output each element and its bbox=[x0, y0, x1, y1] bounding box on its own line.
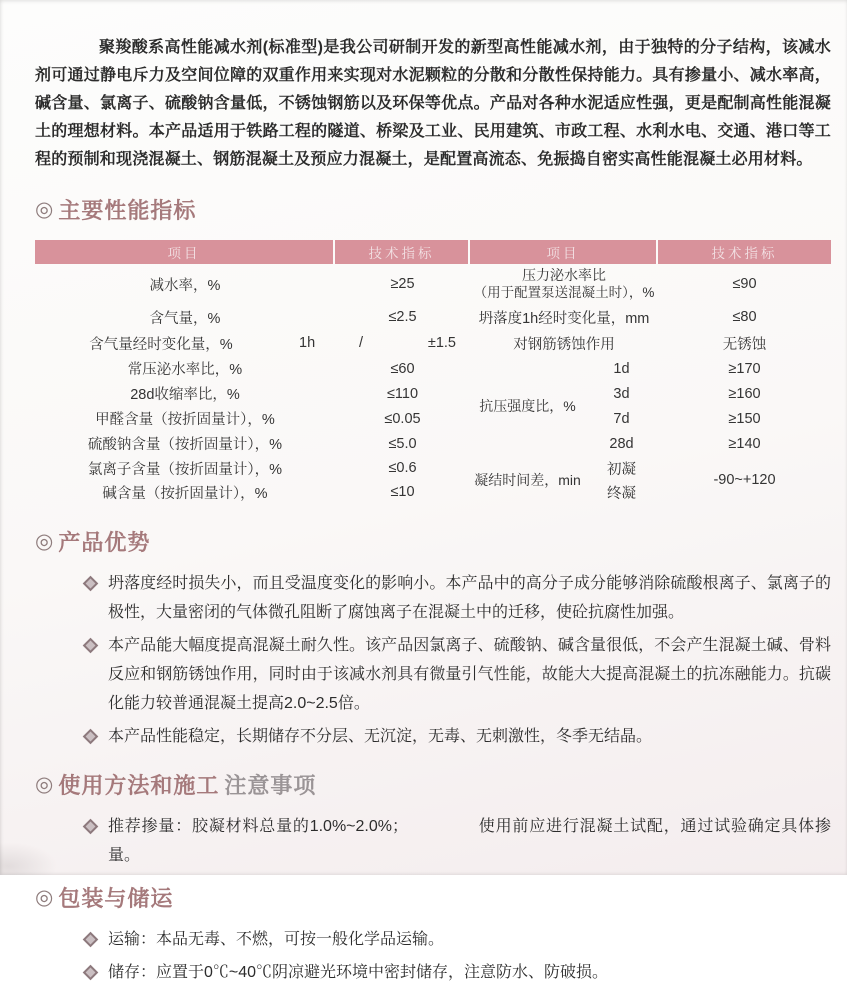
strength-age: 3d bbox=[613, 385, 630, 402]
strength-age: 7d bbox=[613, 410, 630, 427]
spec-value: ≤110 bbox=[386, 385, 419, 402]
transport-text: 运输：本品无毒、不燃，可按一般化学品运输。 bbox=[108, 931, 445, 948]
packaging-list bbox=[35, 925, 831, 987]
advantage-text: 坍落度经时损失小，而且受温度变化的影响小。本产品中的高分子成分能够消除硫酸根离子、氯离子的极性，大量密闭的气体微孔阻断了腐蚀离子在混凝土中的迁移，使砼抗腐性加强。 bbox=[108, 575, 831, 621]
spec-value: ≤0.6 bbox=[388, 460, 417, 476]
spec-item-label: 甲醛含量（按折固量计），% bbox=[95, 412, 275, 428]
setting-time-label: 凝结时间差，min bbox=[474, 472, 581, 488]
section-title-advantages bbox=[35, 526, 831, 557]
section-marker-icon: ◎ bbox=[35, 198, 54, 221]
strength-value: ≥140 bbox=[728, 435, 761, 452]
advantage-text: 本产品能大幅度提高混凝土耐久性。该产品因氯离子、硫酸钠、碱含量很低，不会产生混凝土碱、骨料反应和钢筋锈蚀作用，同时由于该减水剂具有微量引气性能，故能大大提高混凝土的抗冻融能力。抗碳化能力较普通混凝土提高2.0~2.5倍。 bbox=[108, 637, 831, 712]
advantage-text: 本产品性能稳定，长期储存不分层、无沉淀，无毒、无刺激性，冬季无结晶。 bbox=[108, 728, 653, 745]
spec-item-label: 对钢筋锈蚀作用 bbox=[513, 336, 615, 353]
strength-value: ≥160 bbox=[728, 385, 761, 402]
spec-value-tolerance: ±1.5 bbox=[427, 335, 456, 351]
list-item bbox=[35, 925, 831, 954]
spec-value: ≤60 bbox=[390, 360, 415, 377]
spec-item-label: 常压泌水率比，% bbox=[127, 362, 243, 378]
section-marker-icon: ◎ bbox=[35, 530, 54, 553]
spec-item-label: 氯离子含量（按折固量计），% bbox=[87, 461, 283, 478]
usage-list bbox=[35, 812, 831, 870]
spec-value: 无锈蚀 bbox=[722, 336, 767, 353]
diamond-bullet-icon bbox=[83, 932, 99, 948]
packaging-title-text: 包装与储运 bbox=[58, 886, 174, 911]
diamond-bullet-icon bbox=[83, 638, 99, 654]
spec-item-label: 含气量经时变化量，% bbox=[89, 336, 233, 353]
advantages-list bbox=[35, 569, 831, 751]
spec-item-line2: （用于配置泵送混凝土时），% bbox=[473, 285, 655, 300]
spec-item-line1: 压力泌水率比 bbox=[522, 267, 606, 283]
strength-value: ≥170 bbox=[728, 360, 761, 377]
header-cell-item-right: 项目 bbox=[470, 240, 658, 264]
advantages-title-text: 产品优势 bbox=[58, 530, 151, 555]
left-spec-grid bbox=[35, 264, 470, 504]
spec-value: ≤2.5 bbox=[388, 309, 417, 325]
spec-item-label: 碱含量（按折固量计），% bbox=[102, 485, 268, 502]
section-marker-icon: ◎ bbox=[35, 773, 54, 796]
performance-title-text: 主要性能指标 bbox=[58, 198, 197, 223]
list-item bbox=[35, 958, 831, 987]
section-marker-icon: ◎ bbox=[35, 886, 54, 909]
spec-value: ≤0.05 bbox=[384, 410, 421, 427]
list-item bbox=[35, 812, 831, 870]
setting-value: -90~+120 bbox=[713, 472, 776, 488]
right-spec-grid bbox=[470, 264, 831, 504]
list-item bbox=[35, 631, 831, 718]
strength-ratio-label: 抗压强度比，% bbox=[479, 398, 576, 414]
list-item bbox=[35, 569, 831, 627]
usage-title-text: 使用方法和施工 bbox=[58, 773, 220, 798]
spec-item-label: 含气量，% bbox=[149, 310, 221, 327]
spec-item-label bbox=[470, 264, 658, 304]
section-title-usage bbox=[35, 769, 831, 800]
spec-value: ≤10 bbox=[390, 484, 415, 500]
header-cell-item-left: 项目 bbox=[35, 240, 335, 264]
diamond-bullet-icon bbox=[83, 576, 99, 592]
dosage-text: 推荐掺量：胶凝材料总量的1.0%~2.0%； bbox=[108, 818, 408, 835]
diamond-bullet-icon bbox=[83, 819, 99, 835]
diamond-bullet-icon bbox=[83, 729, 99, 745]
spec-table bbox=[35, 240, 831, 504]
list-item bbox=[35, 722, 831, 751]
setting-initial-label: 初凝 bbox=[607, 461, 636, 478]
strength-value: ≥150 bbox=[728, 410, 761, 427]
intro-paragraph: 聚羧酸系高性能减水剂(标准型)是我公司研制开发的新型高性能减水剂，由于独特的分子结构，该减水剂可通过静电斥力及空间位障的双重作用来实现对水泥颗粒的分散和分散性保持能力。具有掺量小、减水率高，碱含量、氯离子、硫酸钠含量低，不锈蚀钢筋以及环保等优点。产品对各种水泥适应性强，更是配制高性能混凝土的理想材料。本产品适用于铁路工程的隧道、桥梁及工业、民用建筑、市政工程、水利水电、交通、港口等工程的预制和现浇混凝土、钢筋混凝土及预应力混凝土，是配置高流态、免振捣自密实高性能混凝土必用材料。 bbox=[35, 39, 831, 168]
spec-value: ≤5.0 bbox=[388, 435, 417, 452]
spec-value-split bbox=[335, 330, 470, 356]
spec-value: ≥25 bbox=[390, 276, 415, 292]
setting-final-label: 终凝 bbox=[607, 485, 636, 502]
spec-item-label: 28d收缩率比，% bbox=[130, 387, 240, 403]
diamond-bullet-icon bbox=[83, 965, 99, 981]
table-header-row bbox=[35, 240, 831, 264]
spec-item-label: 减水率，% bbox=[149, 277, 221, 294]
strength-age: 28d bbox=[609, 435, 634, 452]
strength-age: 1d bbox=[613, 360, 630, 377]
table-body bbox=[35, 264, 831, 504]
spec-value-slash: / bbox=[359, 335, 364, 351]
spec-value: ≤80 bbox=[732, 309, 757, 325]
header-cell-indicator-right: 技术指标 bbox=[658, 240, 831, 264]
header-cell-indicator-left: 技术指标 bbox=[335, 240, 470, 264]
trial-mix-note: 使用前应进行混凝土试配，通过试验确定具体掺量。 bbox=[108, 818, 831, 864]
spec-item-label: 坍落度1h经时变化量，mm bbox=[478, 310, 650, 327]
usage-title-text-faded: 注意事项 bbox=[224, 773, 317, 798]
spec-item-label-with-time bbox=[35, 330, 335, 356]
usage-text bbox=[108, 812, 831, 870]
section-title-performance bbox=[35, 194, 831, 225]
spec-item-label: 硫酸钠含量（按折固量计），% bbox=[87, 437, 283, 453]
storage-text: 储存：应置于0℃~40℃阴凉避光环境中密封储存，注意防水、防破损。 bbox=[108, 964, 609, 981]
section-title-packaging bbox=[35, 882, 831, 913]
spec-time-label: 1h bbox=[299, 335, 316, 351]
spec-value: ≤90 bbox=[732, 276, 757, 292]
